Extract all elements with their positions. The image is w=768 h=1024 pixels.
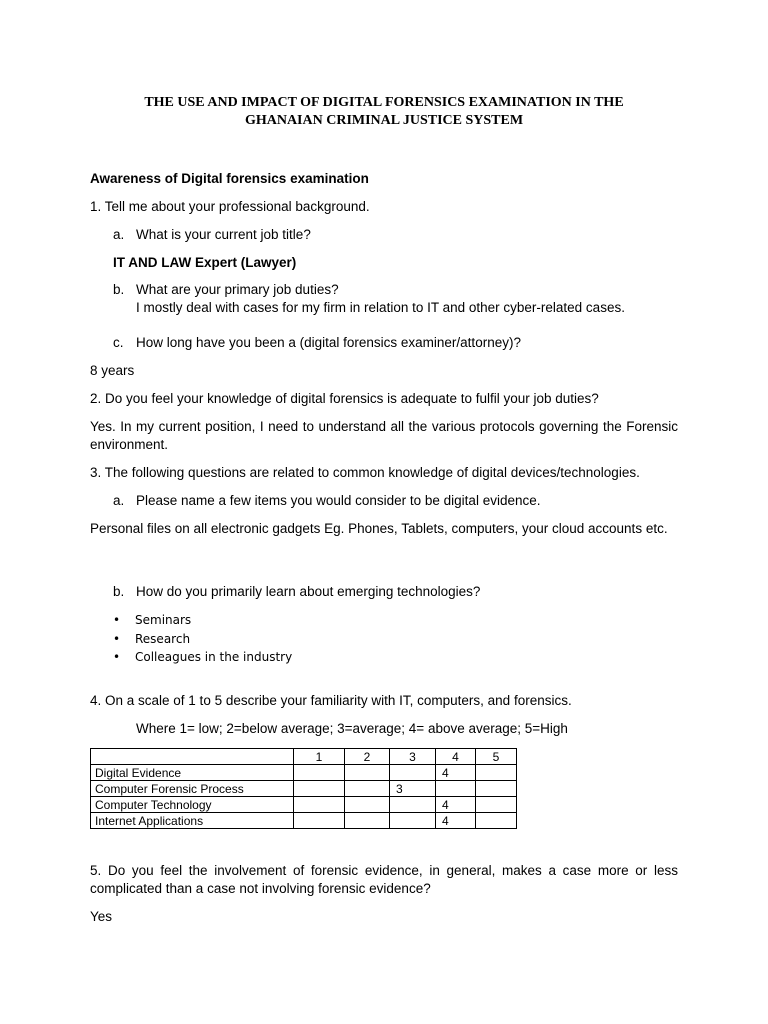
list-item: • Colleagues in the industry [113, 648, 292, 667]
learning-sources-list [113, 611, 292, 667]
question-3b-marker: b. [113, 584, 125, 599]
title-line-2: GHANAIAN CRIMINAL JUSTICE SYSTEM [244, 113, 524, 128]
table-cell: Internet Applications [91, 813, 294, 829]
table-cell [345, 797, 390, 813]
table-header-cell [91, 749, 294, 765]
table-cell: 4 [436, 765, 476, 781]
question-4-scale: Where 1= low; 2=below average; 3=average; 4= above average; 5=High [136, 721, 568, 736]
table-cell [390, 765, 436, 781]
bullet-icon: • [113, 631, 121, 646]
question-3b: How do you primarily learn about emerging technologies? [136, 584, 481, 599]
question-1b: What are your primary job duties? [136, 282, 339, 297]
table-cell [294, 813, 345, 829]
table-cell: 4 [436, 813, 476, 829]
table-row [91, 781, 517, 797]
table-cell: 4 [436, 797, 476, 813]
table-cell [476, 813, 517, 829]
table-cell [476, 765, 517, 781]
answer-3a: Personal files on all electronic gadgets Eg. Phones, Tablets, computers, your cloud accounts etc. [90, 521, 668, 536]
table-cell [476, 797, 517, 813]
table-header-row [91, 749, 517, 765]
table-cell: Digital Evidence [91, 765, 294, 781]
answer-2: Yes. In my current position, I need to understand all the various protocols governing the Forensic environment. [90, 419, 678, 452]
table-cell: Computer Forensic Process [91, 781, 294, 797]
question-2: 2. Do you feel your knowledge of digital forensics is adequate to fulfil your job duties? [90, 391, 599, 406]
table-header-cell: 1 [294, 749, 345, 765]
table-row [91, 813, 517, 829]
question-3a-marker: a. [113, 493, 125, 508]
table-cell [476, 781, 517, 797]
table-cell: 3 [390, 781, 436, 797]
table-row [91, 765, 517, 781]
question-1: 1. Tell me about your professional background. [90, 199, 370, 214]
bullet-icon: • [113, 650, 121, 664]
table-header-cell: 4 [436, 749, 476, 765]
table-cell [294, 797, 345, 813]
table-header-cell: 2 [345, 749, 390, 765]
table-header-cell: 5 [476, 749, 517, 765]
table-cell [345, 813, 390, 829]
question-1a-marker: a. [113, 227, 125, 242]
answer-1c: 8 years [90, 363, 135, 378]
title-line-1: THE USE AND IMPACT OF DIGITAL FORENSICS EXAMINATION IN THE [144, 95, 624, 110]
question-4: 4. On a scale of 1 to 5 describe your familiarity with IT, computers, and forensics. [90, 693, 572, 708]
answer-1a: IT AND LAW Expert (Lawyer) [113, 255, 297, 270]
list-item: • Seminars [113, 611, 292, 630]
familiarity-table [90, 748, 517, 829]
question-1c-marker: c. [113, 335, 124, 350]
table-cell [390, 813, 436, 829]
table-cell [345, 781, 390, 797]
table-cell [390, 797, 436, 813]
question-1c: How long have you been a (digital forensics examiner/attorney)? [136, 335, 521, 350]
list-item: • Research [113, 630, 292, 649]
bullet-icon: • [113, 613, 121, 627]
table-header-cell: 3 [390, 749, 436, 765]
question-1a: What is your current job title? [136, 227, 311, 242]
table-cell [294, 765, 345, 781]
table-cell [345, 765, 390, 781]
answer-5: Yes [90, 909, 113, 924]
question-3a: Please name a few items you would consider to be digital evidence. [136, 493, 541, 508]
question-3: 3. The following questions are related to common knowledge of digital devices/technologies. [90, 465, 640, 480]
question-5: 5. Do you feel the involvement of forensic evidence, in general, makes a case more or less complicated than a case not involving forensic evidence? [90, 863, 678, 896]
document-title [90, 94, 678, 130]
table-cell [436, 781, 476, 797]
table-row [91, 797, 517, 813]
question-1b-marker: b. [113, 282, 125, 297]
section-heading: Awareness of Digital forensics examination [90, 171, 369, 186]
answer-1b: I mostly deal with cases for my firm in relation to IT and other cyber-related cases. [136, 300, 625, 315]
table-cell [294, 781, 345, 797]
table-cell: Computer Technology [91, 797, 294, 813]
